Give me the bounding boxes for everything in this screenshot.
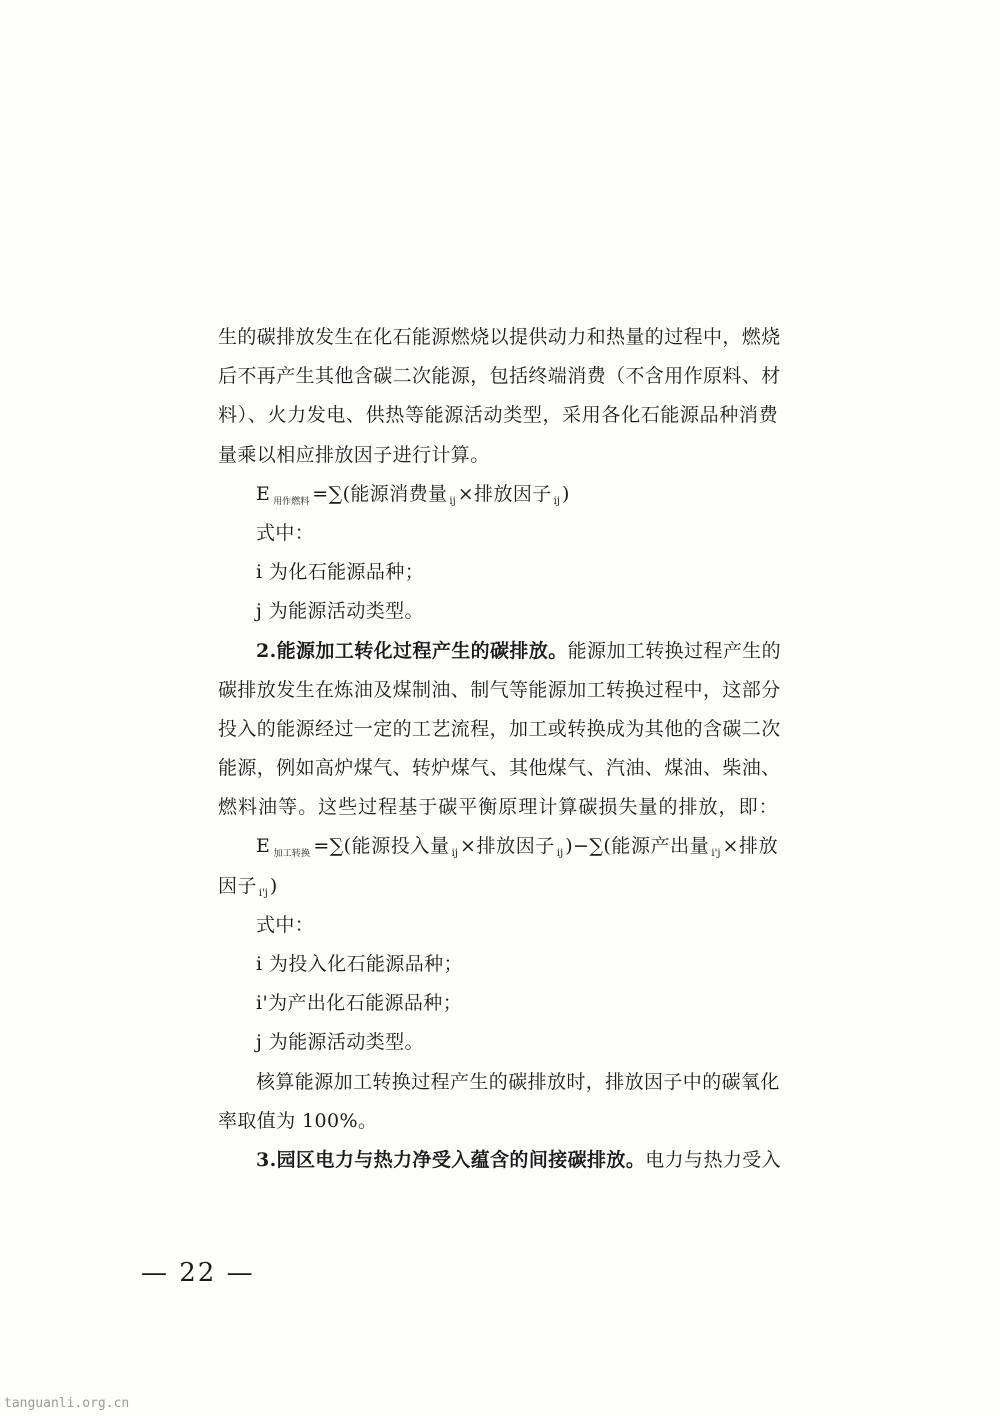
formula-subscript: i'j [711, 848, 721, 860]
section-3-first-line [218, 1141, 782, 1180]
paragraph-text: 电力与热力受入 [645, 1148, 782, 1171]
formula-text: =∑(能源消费量 [312, 482, 448, 505]
formula-subscript: 用作燃料 [273, 496, 310, 507]
where-item: i'为产出化石能源品种； [256, 992, 463, 1015]
section-heading: 3.园区电力与热力净受入蕴含的间接碳排放。 [256, 1148, 646, 1171]
where-label: 式中： [256, 521, 315, 544]
formula-text: ×排放因子 [459, 835, 555, 858]
formula-conversion [218, 827, 778, 866]
paragraph-line: 燃料油等。这些过程基于碳平衡原理计算碳损失量的排放，即： [218, 796, 778, 819]
watermark-text: tanguanli.org.cn [4, 1396, 130, 1411]
formula-conversion-cont [218, 867, 778, 906]
formula-symbol: E [256, 482, 271, 505]
paragraph-line: 量乘以相应排放因子进行计算。 [218, 443, 490, 466]
formula-symbol: E [256, 835, 271, 858]
paragraph-line: 碳排放发生在炼油及煤制油、制气等能源加工转换过程中，这部分 [218, 678, 781, 701]
paragraph-line: 投入的能源经过一定的工艺流程，加工或转换成为其他的含碳二次 [218, 717, 781, 740]
formula-text: ×排放 [722, 835, 778, 858]
formula-text: ) [269, 874, 278, 897]
paragraph-line: 率取值为 100%。 [218, 1109, 378, 1132]
formula-subscript: ij [553, 495, 560, 507]
where-item: i 为化石能源品种； [256, 561, 425, 584]
where-label: 式中： [256, 913, 315, 936]
section-2-first-line [218, 632, 782, 671]
formula-subscript: ij [449, 495, 456, 507]
formula-subscript: 加工转换 [273, 849, 311, 860]
where-item: i 为投入化石能源品种； [256, 953, 463, 975]
formula-fuel-combustion [218, 475, 778, 514]
formula-subscript: ij [556, 848, 564, 860]
formula-text: ×排放因子 [457, 482, 552, 505]
paragraph-line: 核算能源加工转换过程产生的碳排放时，排放因子中的碳氧化 [256, 1070, 780, 1093]
formula-subscript: ij [451, 848, 458, 860]
formula-subscript: i'j [258, 887, 268, 899]
formula-text: 因子 [218, 874, 257, 897]
body-text [218, 318, 782, 1180]
where-item: j 为能源活动类型。 [256, 600, 424, 623]
page-number: — 22 — [141, 1258, 255, 1288]
paragraph-line: 能源，例如高炉煤气、转炉煤气、其他煤气、汽油、煤油、柴油、 [218, 757, 781, 780]
formula-text: ) [561, 482, 570, 505]
paragraph-line: 后不再产生其他含碳二次能源，包括终端消费（不含用作原料、材 [218, 365, 781, 388]
where-item: j 为能源活动类型。 [256, 1031, 424, 1054]
formula-text: =∑(能源投入量 [313, 835, 450, 858]
formula-text: )−∑(能源产出量 [565, 835, 710, 858]
paragraph-line: 生的碳排放发生在化石能源燃烧以提供动力和热量的过程中，燃烧 [218, 326, 781, 348]
section-heading: 2.能源加工转化过程产生的碳排放。 [256, 639, 568, 662]
paragraph-text: 能源加工转换过程产生的 [567, 639, 782, 662]
paragraph-line: 料）、火力发电、供热等能源活动类型，采用各化石能源品种消费 [218, 404, 778, 427]
